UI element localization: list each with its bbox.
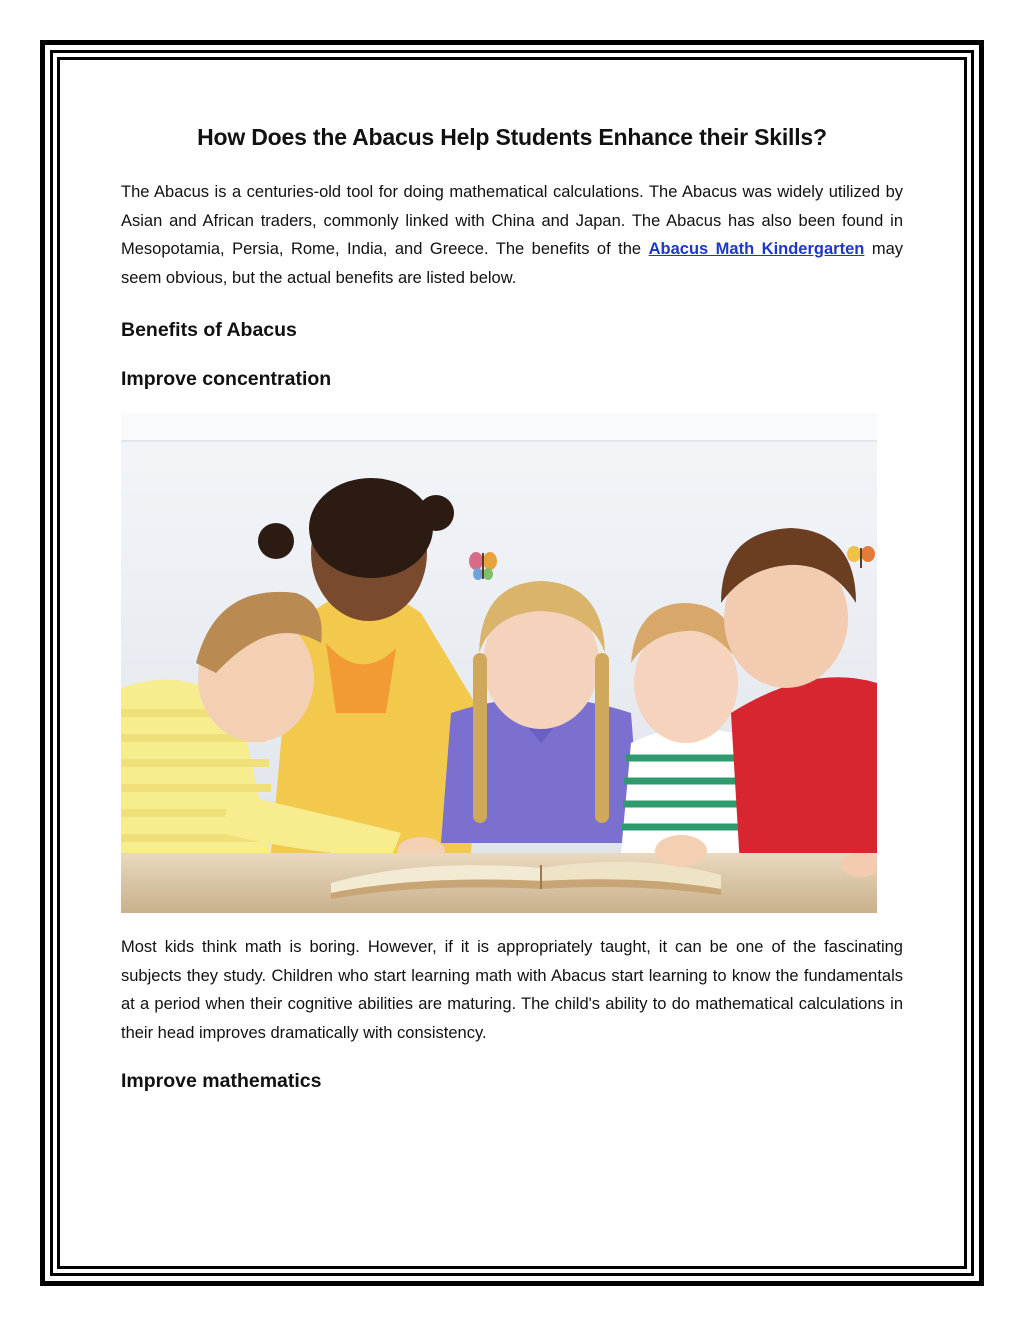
intro-text-end: may seem obvious, but the actual benefits are listed below. <box>121 240 903 287</box>
children-reading-photo <box>121 413 877 913</box>
child-red-shirt <box>721 528 877 883</box>
abacus-math-kindergarten-link[interactable]: Abacus Math Kindergarten <box>648 240 865 258</box>
document-body <box>121 118 903 1095</box>
heading-mathematics: Improve mathematics <box>121 1070 322 1092</box>
concentration-paragraph: Most kids think math is boring. However, if it is appropriately taught, it can be one of the fascinating subjects they study. Children who start learning math with Abacus start learning to know the fundamentals at a period when their cognitive abilities are maturing. The child's ability to do mathematical calculations in their head improves dramatically with consistency. <box>121 938 903 1042</box>
intro-text: The Abacus is a centuries-old tool for doing mathematical calculations. The Abacus was widely utilized by Asian and African traders, commonly linked with China and Japan. The Abacus has also been found in Mesopotamia, Persia, Rome, India, and Greece. The benefits of the <box>121 183 903 258</box>
document-title: How Does the Abacus Help Students Enhance their Skills? <box>197 124 827 150</box>
intro-paragraph <box>121 178 903 292</box>
heading-concentration: Improve concentration <box>121 368 332 390</box>
heading-benefits: Benefits of Abacus <box>121 319 297 341</box>
